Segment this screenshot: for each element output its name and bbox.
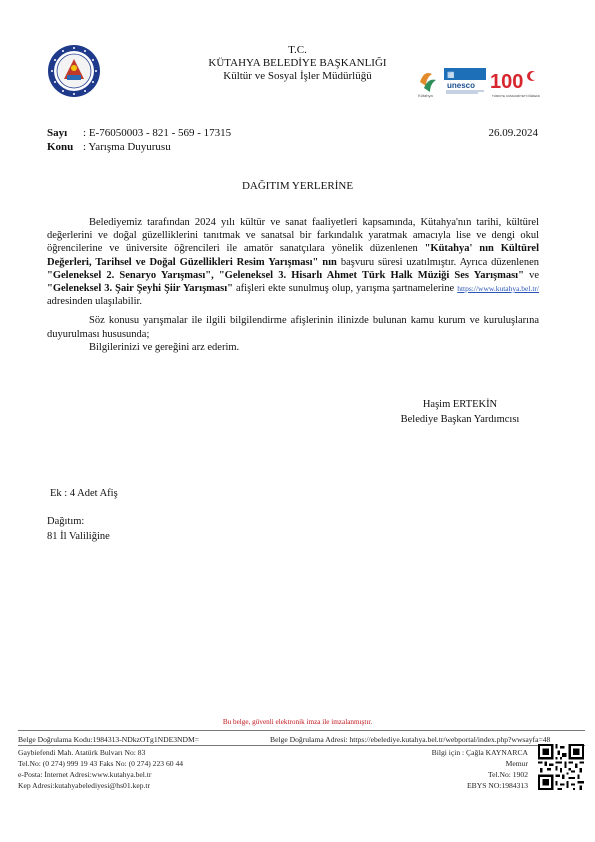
letter-body xyxy=(47,216,539,354)
svg-text:▦: ▦ xyxy=(447,70,455,79)
info-role: Memur xyxy=(505,759,528,768)
svg-text:Kütahya: Kütahya xyxy=(418,93,433,98)
esign-notice: Bu belge, güvenli elektronik imza ile imzalanmıştır. xyxy=(222,718,373,726)
qr-code-icon xyxy=(538,744,584,790)
footer-address: Gaybiefendi Mah. Atatürk Bulvarı No: 83 xyxy=(18,748,146,757)
footer-divider-2 xyxy=(18,745,585,746)
unesco-logo-text: unesco xyxy=(447,81,476,90)
konu-value: Yarışma Duyurusu xyxy=(88,141,171,153)
sayi-label: Sayı xyxy=(47,127,68,139)
info-contact: Bilgi için : Çağla KAYNARCA xyxy=(431,748,528,757)
website-link[interactable]: https://www.kutahya.bel.tr/ xyxy=(457,284,540,294)
footer-email: e-Posta: İnternet Adresi:www.kutahya.bel.tr xyxy=(18,770,152,779)
signatory-name: Haşim ERTEKİN xyxy=(422,399,498,410)
header-institution: KÜTAHYA BELEDİYE BAŞKANLIĞI xyxy=(208,57,387,69)
distribution-value: 81 İl Valiliğine xyxy=(47,531,110,542)
footer-divider xyxy=(18,730,585,731)
paragraph-3: Bilgilerinizi ve gereğini arz ederim. xyxy=(89,341,240,353)
partner-logos xyxy=(414,64,540,100)
document-subject: Konu : Yarışma Duyurusu xyxy=(47,141,171,153)
paragraph-1: Belediyemiz tarafından 2024 yılı kültür ve sanat faaliyetleri kapsamında, Kütahya'nın tarihi, kültürel değerlerini ve doğal güzelliklerini tanıtmak ve sanatsal bir farkındalık yaratmak amacıyla lise ve dengi okul öğrencilerine ve üniversite öğrencileri ile amatör sanatçılara yönelik düzenlenen "Kütahya' nın Kültürel Değerleri, Tarihsel ve Doğal Güzellikleri Resim Yarışması" nın başvuru süresi uzatılmıştır. Ayrıca düzenlenen "Geleneksel 2. Senaryo Yarışması", "Geleneksel 3. Hisarlı Ahmet Türk Halk Müziği Ses Yarışması" ve "Geleneksel 3. Şair Şeyhi Şiir Yarışması" afişleri ekte sunulmuş olup, yarışma şartnamelerine https://www.kutahya.bel.tr/ adresinden ulaşılabilir. xyxy=(47,217,540,308)
verification-code: Belge Doğrulama Kodu:1984313-NDkzOTg1NDE3NDM= xyxy=(18,735,200,744)
verification-address: Belge Doğrulama Adresi: https://ebelediye.kutahya.bel.tr/webportal/index.php?wwsayfa=48 xyxy=(270,735,551,744)
document-date: 26.09.2024 xyxy=(488,127,538,139)
paragraph-2: Söz konusu yarışmalar ile ilgili bilgilendirme afişlerinin ilinizde bulunan kamu kurum ve kuruluşlarına duyurulması hususunda; xyxy=(47,315,539,340)
distribution-label: Dağıtım: xyxy=(47,516,85,527)
header-department: Kültür ve Sosyal İşler Müdürlüğü xyxy=(223,70,372,82)
header-tc: T.C. xyxy=(288,44,307,56)
footer-kep: Kep Adresi:kutahyabelediyesi@hs01.kep.tr xyxy=(18,781,151,790)
svg-text:TÜRKİYE CUMHURİYETİ ÖĞRENCİSİ: TÜRKİYE CUMHURİYETİ ÖĞRENCİSİ xyxy=(492,94,540,98)
konu-label: Konu xyxy=(47,141,74,153)
kutahya-city-logo-icon xyxy=(420,73,436,92)
footer-phone: Tel.No: (0 274) 999 19 43 Faks No: (0 274) 223 60 44 xyxy=(18,759,184,768)
centennial-logo-text: 100 xyxy=(490,71,524,93)
document-number: Sayı : E-76050003 - 821 - 569 - 17315 xyxy=(47,127,232,139)
municipality-seal-logo xyxy=(47,44,101,98)
attachment-line: Ek : 4 Adet Afiş xyxy=(50,488,118,499)
recipient-heading: DAĞITIM YERLERİNE xyxy=(241,180,354,192)
ebys-number: EBYS NO:1984313 xyxy=(467,781,528,790)
signatory-title: Belediye Başkan Yardımcısı xyxy=(400,414,520,425)
info-tel: Tel.No: 1902 xyxy=(488,770,528,779)
sayi-value: E-76050003 - 821 - 569 - 17315 xyxy=(88,127,232,139)
